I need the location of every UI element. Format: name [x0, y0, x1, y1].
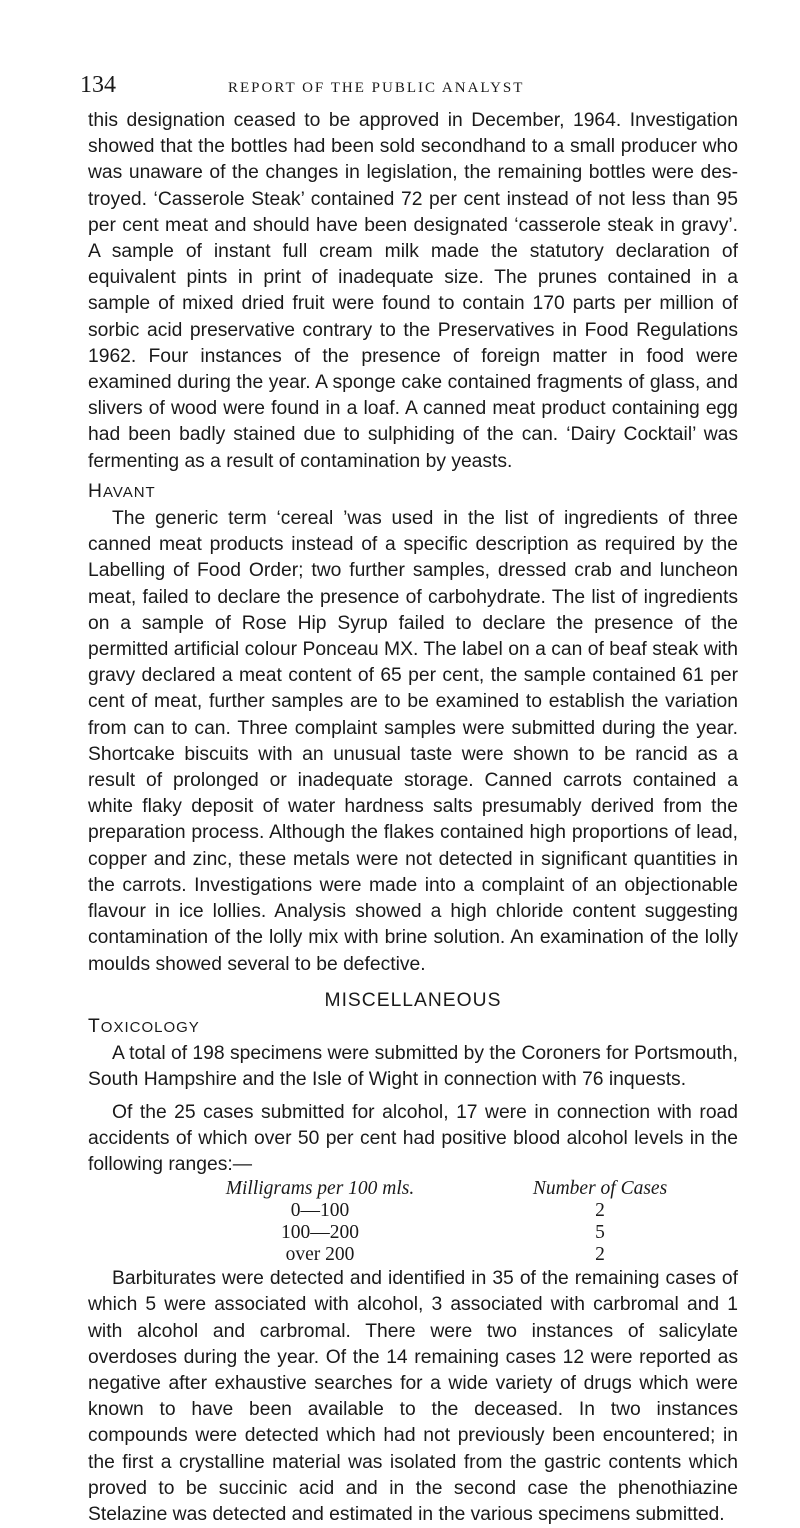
section-heading-toxicology: TOXICOLOGY	[88, 1015, 200, 1037]
page-header	[80, 72, 738, 108]
paragraph-toxicology-2: Of the 25 cases submitted for alcohol, 17 were in connection with road accidents of which over 50 per cent had positive blood alcohol levels in the following ranges:—	[88, 1101, 738, 1175]
page-number: 134	[80, 72, 116, 98]
range-cell: 0—100	[290, 1200, 350, 1222]
column-header-milligrams: Milligrams per 100 mls.	[225, 1178, 415, 1200]
cases-cell: 5	[595, 1222, 605, 1244]
cases-cell: 2	[595, 1200, 605, 1222]
section-heading-miscellaneous: MISCELLANEOUS	[324, 989, 502, 1011]
document-page	[80, 72, 738, 1528]
section-heading-havant: HAVANT	[88, 480, 156, 502]
table-row	[200, 1244, 700, 1266]
table-row	[200, 1200, 700, 1222]
paragraph-continued: this designation ceased to be approved in December, 1964. Investigation showed that the bottles had been sold secondhand to a small producer who was unaware of the changes in legislation, the remaining bottles were destroyed. ‘Casserole Steak’ contained 72 per cent instead of not less than 95 per cent meat and should have been designated ‘casserole steak in gravy’. A sample of instant full cream milk made the statutory declaration of equivalent pints in print of inadequate size. The prunes contained in a sample of mixed dried fruit were found to contain 170 parts per million of sorbic acid preservative contrary to the Preservatives in Food Regulations 1962. Four instances of the presence of foreign matter in food were examined during the year. A sponge cake contained fragments of glass, and slivers of wood were found in a loaf. A canned meat product containing egg had been badly stained due to sulphiding of the can. ‘Dairy Cocktail’ was fermenting as a result of contamination by yeasts.	[88, 110, 738, 472]
running-head: REPORT OF THE PUBLIC ANALYST	[228, 80, 525, 96]
range-cell: 100—200	[281, 1222, 359, 1244]
table-header-row	[200, 1178, 700, 1200]
table-row	[200, 1222, 700, 1244]
paragraph-toxicology-3: Barbiturates were detected and identified in 35 of the remaining cases of which 5 were associated with alcohol, 3 associated with carbromal and 1 with alcohol and carbromal. There were two instances of salicylate overdoses during the year. Of the 14 remaining cases 12 were reported as negative after exhaustive searches for a wide variety of drugs which were known to have been available to the deceased. In two instances compounds were detected which had not previously been encountered; in the first a crystalline material was isolated from the gastric contents which proved to be succinic acid and in the second case the phenothiazine Stelazine was detected and estimated in the various specimens submitted.	[88, 1268, 738, 1525]
paragraph-havant: The generic term ‘cereal ’was used in the list of ingredients of three canned meat products instead of a specific description as required by the Labelling of Food Order; two further samples, dressed crab and luncheon meat, failed to declare the presence of carbohydrate. The list of ingredients on a sample of Rose Hip Syrup failed to declare the presence of the permitted artificial colour Ponceau MX. The label on a can of beaf steak with gravy declared a meat content of 65 per cent, the sample contained 61 per cent of meat, further samples are to be examined to establish the variation from can to can. Three complaint samples were submitted during the year. Shortcake biscuits with an unusual taste were shown to be rancid as a result of prolonged or inadequate storage. Canned carrots contained a white flaky deposit of water hardness salts presumably derived from the preparation process. Although the flakes contained high proportions of lead, copper and zinc, these metals were not detected in significant quantities in the carrots. Investigations were made into a complaint of an objectionable flavour in ice lollies. Analysis showed a high chloride content suggesting contamination of the lolly mix with brine solution. An examination of the lolly moulds showed several to be defective.	[88, 508, 738, 975]
column-header-number-of-cases: Number of Cases	[532, 1178, 668, 1200]
range-cell: over 200	[285, 1244, 355, 1266]
alcohol-ranges-table	[200, 1178, 700, 1266]
cases-cell: 2	[595, 1244, 605, 1266]
paragraph-toxicology-1: A total of 198 specimens were submitted by the Coroners for Portsmouth, South Hampshire and the Isle of Wight in connection with 76 inquests.	[88, 1043, 738, 1091]
